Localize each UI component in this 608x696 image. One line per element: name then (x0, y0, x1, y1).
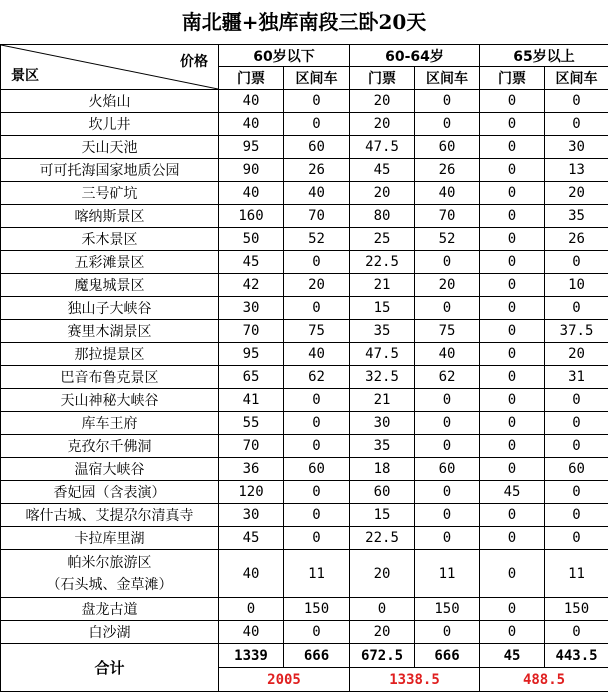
shuttle-price-cell: 0 (284, 481, 350, 504)
shuttle-price-cell: 0 (284, 621, 350, 644)
shuttle-price-cell: 30 (545, 136, 608, 159)
total-value: 443.5 (545, 644, 608, 668)
ticket-price-cell: 0 (480, 274, 545, 297)
ticket-price-cell: 0 (480, 389, 545, 412)
shuttle-price-cell: 0 (284, 504, 350, 527)
shuttle-price-cell: 35 (545, 205, 608, 228)
table-row (1, 182, 608, 205)
scenic-name-cell: 喀什古城、艾提尕尔清真寺 (1, 504, 219, 527)
total-value: 666 (415, 644, 480, 668)
header-ticket: 门票 (480, 67, 545, 90)
ticket-price-cell: 30 (219, 297, 284, 320)
table-row (1, 159, 608, 182)
ticket-price-cell: 0 (480, 550, 545, 598)
ticket-price-cell: 22.5 (350, 251, 415, 274)
shuttle-price-cell: 0 (545, 435, 608, 458)
ticket-price-cell: 21 (350, 389, 415, 412)
shuttle-price-cell: 0 (415, 113, 480, 136)
ticket-price-cell: 22.5 (350, 527, 415, 550)
scenic-name-cell: 可可托海国家地质公园 (1, 159, 219, 182)
shuttle-price-cell: 0 (284, 90, 350, 113)
shuttle-price-cell: 0 (545, 113, 608, 136)
scenic-name-cell: 赛里木湖景区 (1, 320, 219, 343)
ticket-price-cell: 0 (480, 113, 545, 136)
ticket-price-cell: 40 (219, 621, 284, 644)
scenic-name-cell: 三号矿坑 (1, 182, 219, 205)
shuttle-price-cell: 0 (545, 297, 608, 320)
shuttle-price-cell: 40 (415, 343, 480, 366)
table-row (1, 136, 608, 159)
shuttle-price-cell: 0 (545, 90, 608, 113)
shuttle-price-cell: 70 (284, 205, 350, 228)
shuttle-price-cell: 60 (545, 458, 608, 481)
scenic-name-cell: 盘龙古道 (1, 598, 219, 621)
shuttle-price-cell: 60 (415, 458, 480, 481)
ticket-price-cell: 45 (219, 251, 284, 274)
shuttle-price-cell: 0 (415, 251, 480, 274)
total-value: 1339 (219, 644, 284, 668)
ticket-price-cell: 42 (219, 274, 284, 297)
shuttle-price-cell: 0 (545, 251, 608, 274)
table-row (1, 320, 608, 343)
ticket-price-cell: 95 (219, 343, 284, 366)
header-price-label: 价格 (180, 54, 208, 70)
ticket-price-cell: 0 (480, 159, 545, 182)
shuttle-price-cell: 20 (415, 274, 480, 297)
shuttle-price-cell: 0 (545, 481, 608, 504)
ticket-price-cell: 35 (350, 320, 415, 343)
header-ticket: 门票 (350, 67, 415, 90)
shuttle-price-cell: 0 (284, 297, 350, 320)
table-row (1, 251, 608, 274)
shuttle-price-cell: 0 (284, 412, 350, 435)
shuttle-price-cell: 31 (545, 366, 608, 389)
ticket-price-cell: 40 (219, 90, 284, 113)
shuttle-price-cell: 0 (415, 621, 480, 644)
scenic-name-cell: 天山神秘大峡谷 (1, 389, 219, 412)
scenic-name-cell: 魔鬼城景区 (1, 274, 219, 297)
scenic-name-cell: 克孜尔千佛洞 (1, 435, 219, 458)
header-group-under60: 60岁以下 (219, 45, 350, 67)
ticket-price-cell: 120 (219, 481, 284, 504)
table-row (1, 274, 608, 297)
ticket-price-cell: 21 (350, 274, 415, 297)
shuttle-price-cell: 52 (284, 228, 350, 251)
table-row (1, 527, 608, 550)
table-row (1, 389, 608, 412)
ticket-price-cell: 0 (480, 458, 545, 481)
ticket-price-cell: 0 (480, 343, 545, 366)
table-row (1, 598, 608, 621)
ticket-price-cell: 50 (219, 228, 284, 251)
shuttle-price-cell: 0 (284, 435, 350, 458)
ticket-price-cell: 60 (350, 481, 415, 504)
header-group-60-64: 60-64岁 (350, 45, 480, 67)
table-row (1, 366, 608, 389)
shuttle-price-cell: 70 (415, 205, 480, 228)
ticket-price-cell: 0 (480, 320, 545, 343)
header-shuttle: 区间车 (415, 67, 480, 90)
ticket-price-cell: 55 (219, 412, 284, 435)
shuttle-price-cell: 0 (284, 113, 350, 136)
shuttle-price-cell: 60 (284, 136, 350, 159)
header-ticket: 门票 (219, 67, 284, 90)
total-label: 合计 (1, 644, 219, 692)
ticket-price-cell: 20 (350, 113, 415, 136)
shuttle-price-cell: 52 (415, 228, 480, 251)
scenic-name-cell: 温宿大峡谷 (1, 458, 219, 481)
ticket-price-cell: 45 (350, 159, 415, 182)
shuttle-price-cell: 0 (415, 481, 480, 504)
ticket-price-cell: 0 (480, 504, 545, 527)
shuttle-price-cell: 0 (284, 389, 350, 412)
shuttle-price-cell: 62 (415, 366, 480, 389)
ticket-price-cell: 65 (219, 366, 284, 389)
table-row (1, 297, 608, 320)
ticket-price-cell: 15 (350, 504, 415, 527)
table-row (1, 205, 608, 228)
ticket-price-cell: 25 (350, 228, 415, 251)
shuttle-price-cell: 26 (284, 159, 350, 182)
ticket-price-cell: 0 (480, 251, 545, 274)
ticket-price-cell: 0 (480, 621, 545, 644)
scenic-name-cell: 那拉提景区 (1, 343, 219, 366)
ticket-price-cell: 20 (350, 90, 415, 113)
price-table (0, 44, 608, 692)
group-sum-over65: 488.5 (480, 668, 608, 692)
shuttle-price-cell: 0 (415, 504, 480, 527)
ticket-price-cell: 90 (219, 159, 284, 182)
shuttle-price-cell: 75 (415, 320, 480, 343)
shuttle-price-cell: 75 (284, 320, 350, 343)
ticket-price-cell: 35 (350, 435, 415, 458)
shuttle-price-cell: 26 (545, 228, 608, 251)
shuttle-price-cell: 0 (284, 527, 350, 550)
shuttle-price-cell: 26 (415, 159, 480, 182)
table-row (1, 504, 608, 527)
shuttle-price-cell: 37.5 (545, 320, 608, 343)
header-shuttle: 区间车 (545, 67, 608, 90)
table-row (1, 481, 608, 504)
ticket-price-cell: 0 (480, 182, 545, 205)
ticket-price-cell: 0 (480, 366, 545, 389)
scenic-name-cell: 独山子大峡谷 (1, 297, 219, 320)
ticket-price-cell: 47.5 (350, 136, 415, 159)
ticket-price-cell: 0 (480, 228, 545, 251)
ticket-price-cell: 160 (219, 205, 284, 228)
scenic-name-cell: 巴音布鲁克景区 (1, 366, 219, 389)
ticket-price-cell: 20 (350, 550, 415, 598)
ticket-price-cell: 45 (219, 527, 284, 550)
scenic-name-cell: 火焰山 (1, 90, 219, 113)
ticket-price-cell: 47.5 (350, 343, 415, 366)
ticket-price-cell: 32.5 (350, 366, 415, 389)
total-value: 672.5 (350, 644, 415, 668)
shuttle-price-cell: 40 (284, 182, 350, 205)
scenic-name-cell: 喀纳斯景区 (1, 205, 219, 228)
ticket-price-cell: 70 (219, 435, 284, 458)
scenic-name-cell: 卡拉库里湖 (1, 527, 219, 550)
scenic-name-cell: 五彩滩景区 (1, 251, 219, 274)
ticket-price-cell: 15 (350, 297, 415, 320)
table-row (1, 550, 608, 598)
table-row (1, 435, 608, 458)
shuttle-price-cell: 11 (545, 550, 608, 598)
ticket-price-cell: 30 (219, 504, 284, 527)
scenic-name-cell: 禾木景区 (1, 228, 219, 251)
ticket-price-cell: 36 (219, 458, 284, 481)
ticket-price-cell: 20 (350, 182, 415, 205)
table-row (1, 412, 608, 435)
shuttle-price-cell: 40 (284, 343, 350, 366)
shuttle-price-cell: 0 (415, 435, 480, 458)
sheet-title: 南北疆+独库南段三卧20天 (181, 10, 427, 34)
ticket-price-cell: 0 (480, 90, 545, 113)
scenic-name-cell: 天山天池 (1, 136, 219, 159)
ticket-price-cell: 70 (219, 320, 284, 343)
shuttle-price-cell: 40 (415, 182, 480, 205)
shuttle-price-cell: 20 (545, 343, 608, 366)
shuttle-price-cell: 0 (545, 621, 608, 644)
ticket-price-cell: 30 (350, 412, 415, 435)
shuttle-price-cell: 0 (545, 527, 608, 550)
shuttle-price-cell: 0 (415, 90, 480, 113)
table-row (1, 228, 608, 251)
shuttle-price-cell: 150 (284, 598, 350, 621)
shuttle-price-cell: 13 (545, 159, 608, 182)
table-row (1, 621, 608, 644)
shuttle-price-cell: 0 (415, 389, 480, 412)
shuttle-price-cell: 0 (284, 251, 350, 274)
ticket-price-cell: 0 (480, 136, 545, 159)
header-group-over65: 65岁以上 (480, 45, 608, 67)
scenic-name-cell: 帕米尔旅游区 （石头城、金草滩） (1, 550, 219, 598)
table-row (1, 90, 608, 113)
scenic-name-cell: 坎儿井 (1, 113, 219, 136)
ticket-price-cell: 0 (480, 205, 545, 228)
total-value: 666 (284, 644, 350, 668)
group-sum-under60: 2005 (219, 668, 350, 692)
shuttle-price-cell: 0 (545, 389, 608, 412)
shuttle-price-cell: 0 (415, 297, 480, 320)
ticket-price-cell: 0 (480, 297, 545, 320)
scenic-name-cell: 库车王府 (1, 412, 219, 435)
ticket-price-cell: 40 (219, 182, 284, 205)
header-corner-cell (1, 45, 219, 90)
shuttle-price-cell: 20 (284, 274, 350, 297)
scenic-name-cell: 香妃园（含表演） (1, 481, 219, 504)
shuttle-price-cell: 150 (415, 598, 480, 621)
shuttle-price-cell: 11 (284, 550, 350, 598)
ticket-price-cell: 18 (350, 458, 415, 481)
shuttle-price-cell: 60 (284, 458, 350, 481)
shuttle-price-cell: 20 (545, 182, 608, 205)
total-value: 45 (480, 644, 545, 668)
shuttle-price-cell: 0 (415, 527, 480, 550)
shuttle-price-cell: 0 (545, 504, 608, 527)
ticket-price-cell: 20 (350, 621, 415, 644)
ticket-price-cell: 80 (350, 205, 415, 228)
shuttle-price-cell: 11 (415, 550, 480, 598)
shuttle-price-cell: 10 (545, 274, 608, 297)
ticket-price-cell: 40 (219, 113, 284, 136)
table-row (1, 343, 608, 366)
shuttle-price-cell: 150 (545, 598, 608, 621)
ticket-price-cell: 45 (480, 481, 545, 504)
header-scenic-label: 景区 (11, 68, 39, 84)
ticket-price-cell: 41 (219, 389, 284, 412)
ticket-price-cell: 0 (480, 598, 545, 621)
scenic-name-cell: 白沙湖 (1, 621, 219, 644)
ticket-price-cell: 0 (480, 412, 545, 435)
table-row (1, 458, 608, 481)
group-sum-60-64: 1338.5 (350, 668, 480, 692)
ticket-price-cell: 0 (480, 435, 545, 458)
shuttle-price-cell: 0 (415, 412, 480, 435)
shuttle-price-cell: 62 (284, 366, 350, 389)
ticket-price-cell: 0 (480, 527, 545, 550)
ticket-price-cell: 40 (219, 550, 284, 598)
ticket-price-cell: 0 (219, 598, 284, 621)
ticket-price-cell: 95 (219, 136, 284, 159)
header-shuttle: 区间车 (284, 67, 350, 90)
shuttle-price-cell: 60 (415, 136, 480, 159)
table-row (1, 113, 608, 136)
shuttle-price-cell: 0 (545, 412, 608, 435)
table-body (1, 90, 608, 644)
ticket-price-cell: 0 (350, 598, 415, 621)
